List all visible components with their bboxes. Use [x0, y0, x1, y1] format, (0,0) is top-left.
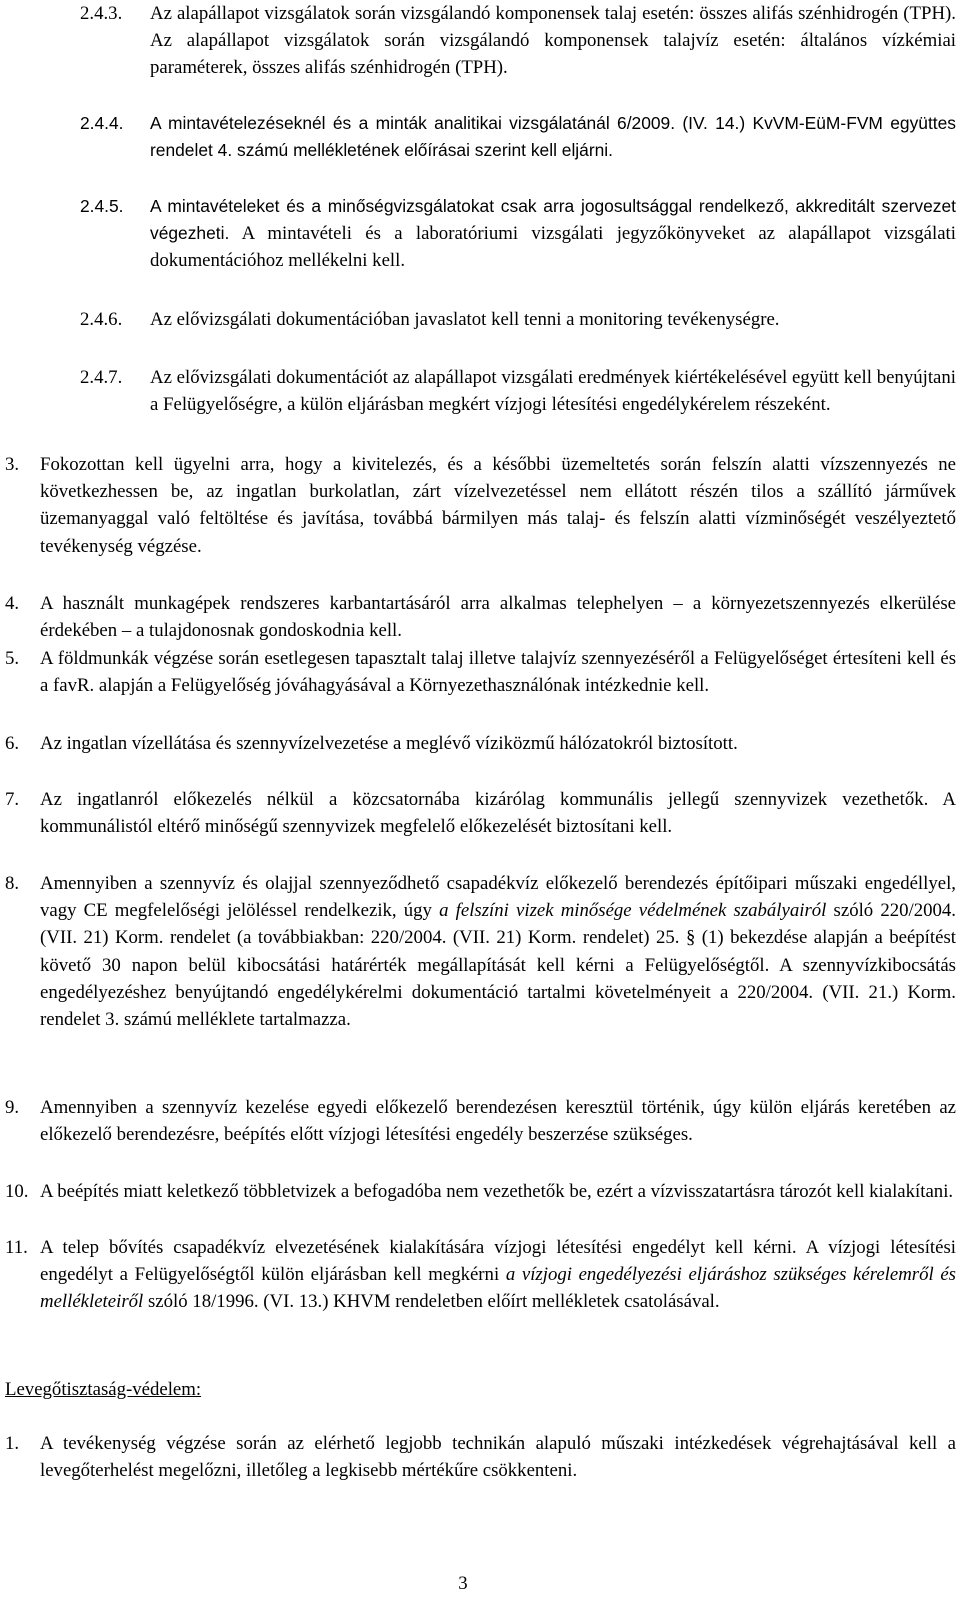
subitem-2-4-4	[80, 110, 956, 164]
item-text: Az ingatlan vízellátása és szennyvízelvezetése a meglévő víziközmű hálózatokról biztosított.	[40, 733, 738, 754]
item-text-part-a: Amennyiben a szennyvíz és olajjal szennyeződhető csapadékvíz előkezelő berendezés építőipari műszaki engedéllyel, vagy CE megfelelőségi jelöléssel rendelkezik, úgy	[40, 873, 956, 922]
subitem-number: 2.4.4.	[80, 113, 124, 133]
item-number: 5.	[5, 648, 20, 669]
item-text-part-b: szóló 18/1996. (VI. 13.) KHVM rendeletben előírt mellékletek csatolásával.	[147, 1291, 720, 1313]
subitem-text: Az elővizsgálati dokumentációt az alapállapot vizsgálati eredmények kiértékelésével együtt kell benyújtani a Felügyelőségre, a külön eljárásban megkért vízjogi létesítési engedélykérelem részeként.	[150, 367, 956, 416]
subitem-2-4-5	[80, 193, 956, 275]
air-list-item-1	[5, 1430, 956, 1484]
subitem-number: 2.4.7.	[80, 367, 123, 388]
list-item-9	[5, 1094, 956, 1148]
item-text-part-b: szóló 220/2004. (VII. 21) Korm. rendelet (a továbbiakban: 220/2004. (VII. 21) Korm. rendelet) 25. § (1) bekezdése alapján a beépítést követő 30 napon belül kibocsátási határérték megállapítását kell kérni a Felügyelőségtől. A szennyvízkibocsátás engedélyezéshez benyújtandó engedélykérelmi dokumentáció tartalmi követelményeit a 220/2004. (VII. 21.) Korm. rendelet 3. számú melléklete tartalmazza.	[40, 900, 956, 1031]
item-text-italic: a vízjogi engedélyezési eljáráshoz szükséges kérelemről és mellékleteiről	[40, 1264, 956, 1313]
item-text: A tevékenység végzése során az elérhető legjobb technikán alapuló műszaki intézkedések végrehajtásával kell a levegőterhelést megelőzni, illetőleg a legkisebb mértékűre csökkenteni.	[40, 1433, 956, 1482]
section-heading: Levegőtisztaság-védelem:	[5, 1379, 202, 1400]
list-item-5	[5, 645, 956, 699]
item-text: A beépítés miatt keletkező többletvizek a befogadóba nem vezethetők be, ezért a vízvisszatartásra tározót kell kialakítani.	[40, 1181, 954, 1202]
list-item-3	[5, 451, 956, 560]
list-item-11	[5, 1234, 956, 1316]
page-number: 3	[458, 1573, 468, 1594]
item-text: Amennyiben a szennyvíz kezelése egyedi előkezelő berendezésen keresztül történik, úgy külön eljárás keretében az előkezelő berendezésre, beépítés előtt vízjogi létesítési engedély beszerzése szükséges.	[40, 1097, 956, 1146]
subitem-number: 2.4.5.	[80, 196, 124, 216]
subitem-text-part-b: A mintavételi és a laboratóriumi vizsgálati jegyzőkönyveket az alapállapot vizsgálati dokumentációhoz mellékelni kell.	[150, 223, 956, 272]
subitem-2-4-6	[80, 306, 956, 333]
item-text: A használt munkagépek rendszeres karbantartásáról arra alkalmas telephelyen – a környezetszennyezés elkerülése érdekében – a tulajdonosnak gondoskodnia kell.	[40, 593, 956, 642]
item-number: 1.	[5, 1433, 20, 1454]
subitem-2-4-7	[80, 364, 956, 418]
subitem-text: Az alapállapot vizsgálatok során vizsgálandó komponensek talaj esetén: összes alifás szénhidrogén (TPH). Az alapállapot vizsgálatok során vizsgálandó komponensek talajvíz esetén: általános vízkémiai paraméterek, összes alifás szénhidrogén (TPH).	[150, 3, 956, 79]
item-number: 6.	[5, 733, 20, 754]
item-number: 10.	[5, 1181, 29, 1202]
item-number: 4.	[5, 593, 20, 614]
list-item-6	[5, 730, 956, 757]
item-number: 11.	[5, 1237, 28, 1258]
item-text: Fokozottan kell ügyelni arra, hogy a kivitelezés, és a későbbi üzemeltetés során felszín alatti vízszennyezés ne következhessen be, az ingatlan burkolatlan, zárt vízelvezetéssel nem ellátott részén tilos a szállító járművek üzemanyaggal való feltöltése és javítása, továbbá bármilyen más talaj- és felszín alatti vízminőségét veszélyeztető tevékenység végzése.	[40, 454, 956, 557]
item-text: Az ingatlanról előkezelés nélkül a közcsatornába kizárólag kommunális jellegű szennyvizek vezethetők. A kommunálistól eltérő minőségű szennyvizek megfelelő előkezelését biztosítani kell.	[40, 789, 956, 838]
item-text-part-a: A telep bővítés csapadékvíz elvezetésének kialakítására vízjogi létesítési engedélyt kell kérni. A vízjogi létesítési engedélyt a Felügyelőségtől külön eljárásban kell megkérni	[40, 1237, 956, 1286]
item-text: A földmunkák végzése során esetlegesen tapasztalt talaj illetve talajvíz szennyezéséről a Felügyelőséget értesíteni kell és a favR. alapján a Felügyelőség jóváhagyásával a Környezethasználónak intézkednie kell.	[40, 648, 956, 697]
item-text-italic: a felszíni vizek minősége védelmének szabályairól	[439, 900, 827, 922]
subitem-text: Az elővizsgálati dokumentációban javaslatot kell tenni a monitoring tevékenységre.	[150, 309, 780, 330]
list-item-7	[5, 786, 956, 840]
list-item-10	[5, 1178, 956, 1205]
item-number: 3.	[5, 454, 20, 475]
item-number: 8.	[5, 873, 20, 894]
subitem-number: 2.4.3.	[80, 3, 123, 24]
subitem-2-4-3	[80, 0, 956, 82]
subitem-number: 2.4.6.	[80, 309, 123, 330]
item-number: 7.	[5, 789, 20, 810]
subitem-text: A mintavételezéseknél és a minták analitikai vizsgálatánál 6/2009. (IV. 14.) KvVM-EüM-FVM együttes rendelet 4. számú mellékletének előírásai szerint kell eljárni.	[150, 113, 956, 161]
list-item-8	[5, 870, 956, 1033]
list-item-4	[5, 590, 956, 644]
subitem-text-part-a: A mintavételeket és a minőségvizsgálatokat csak arra jogosultsággal rendelkező, akkreditált szervezet végezheti.	[150, 196, 956, 244]
item-number: 9.	[5, 1097, 20, 1118]
